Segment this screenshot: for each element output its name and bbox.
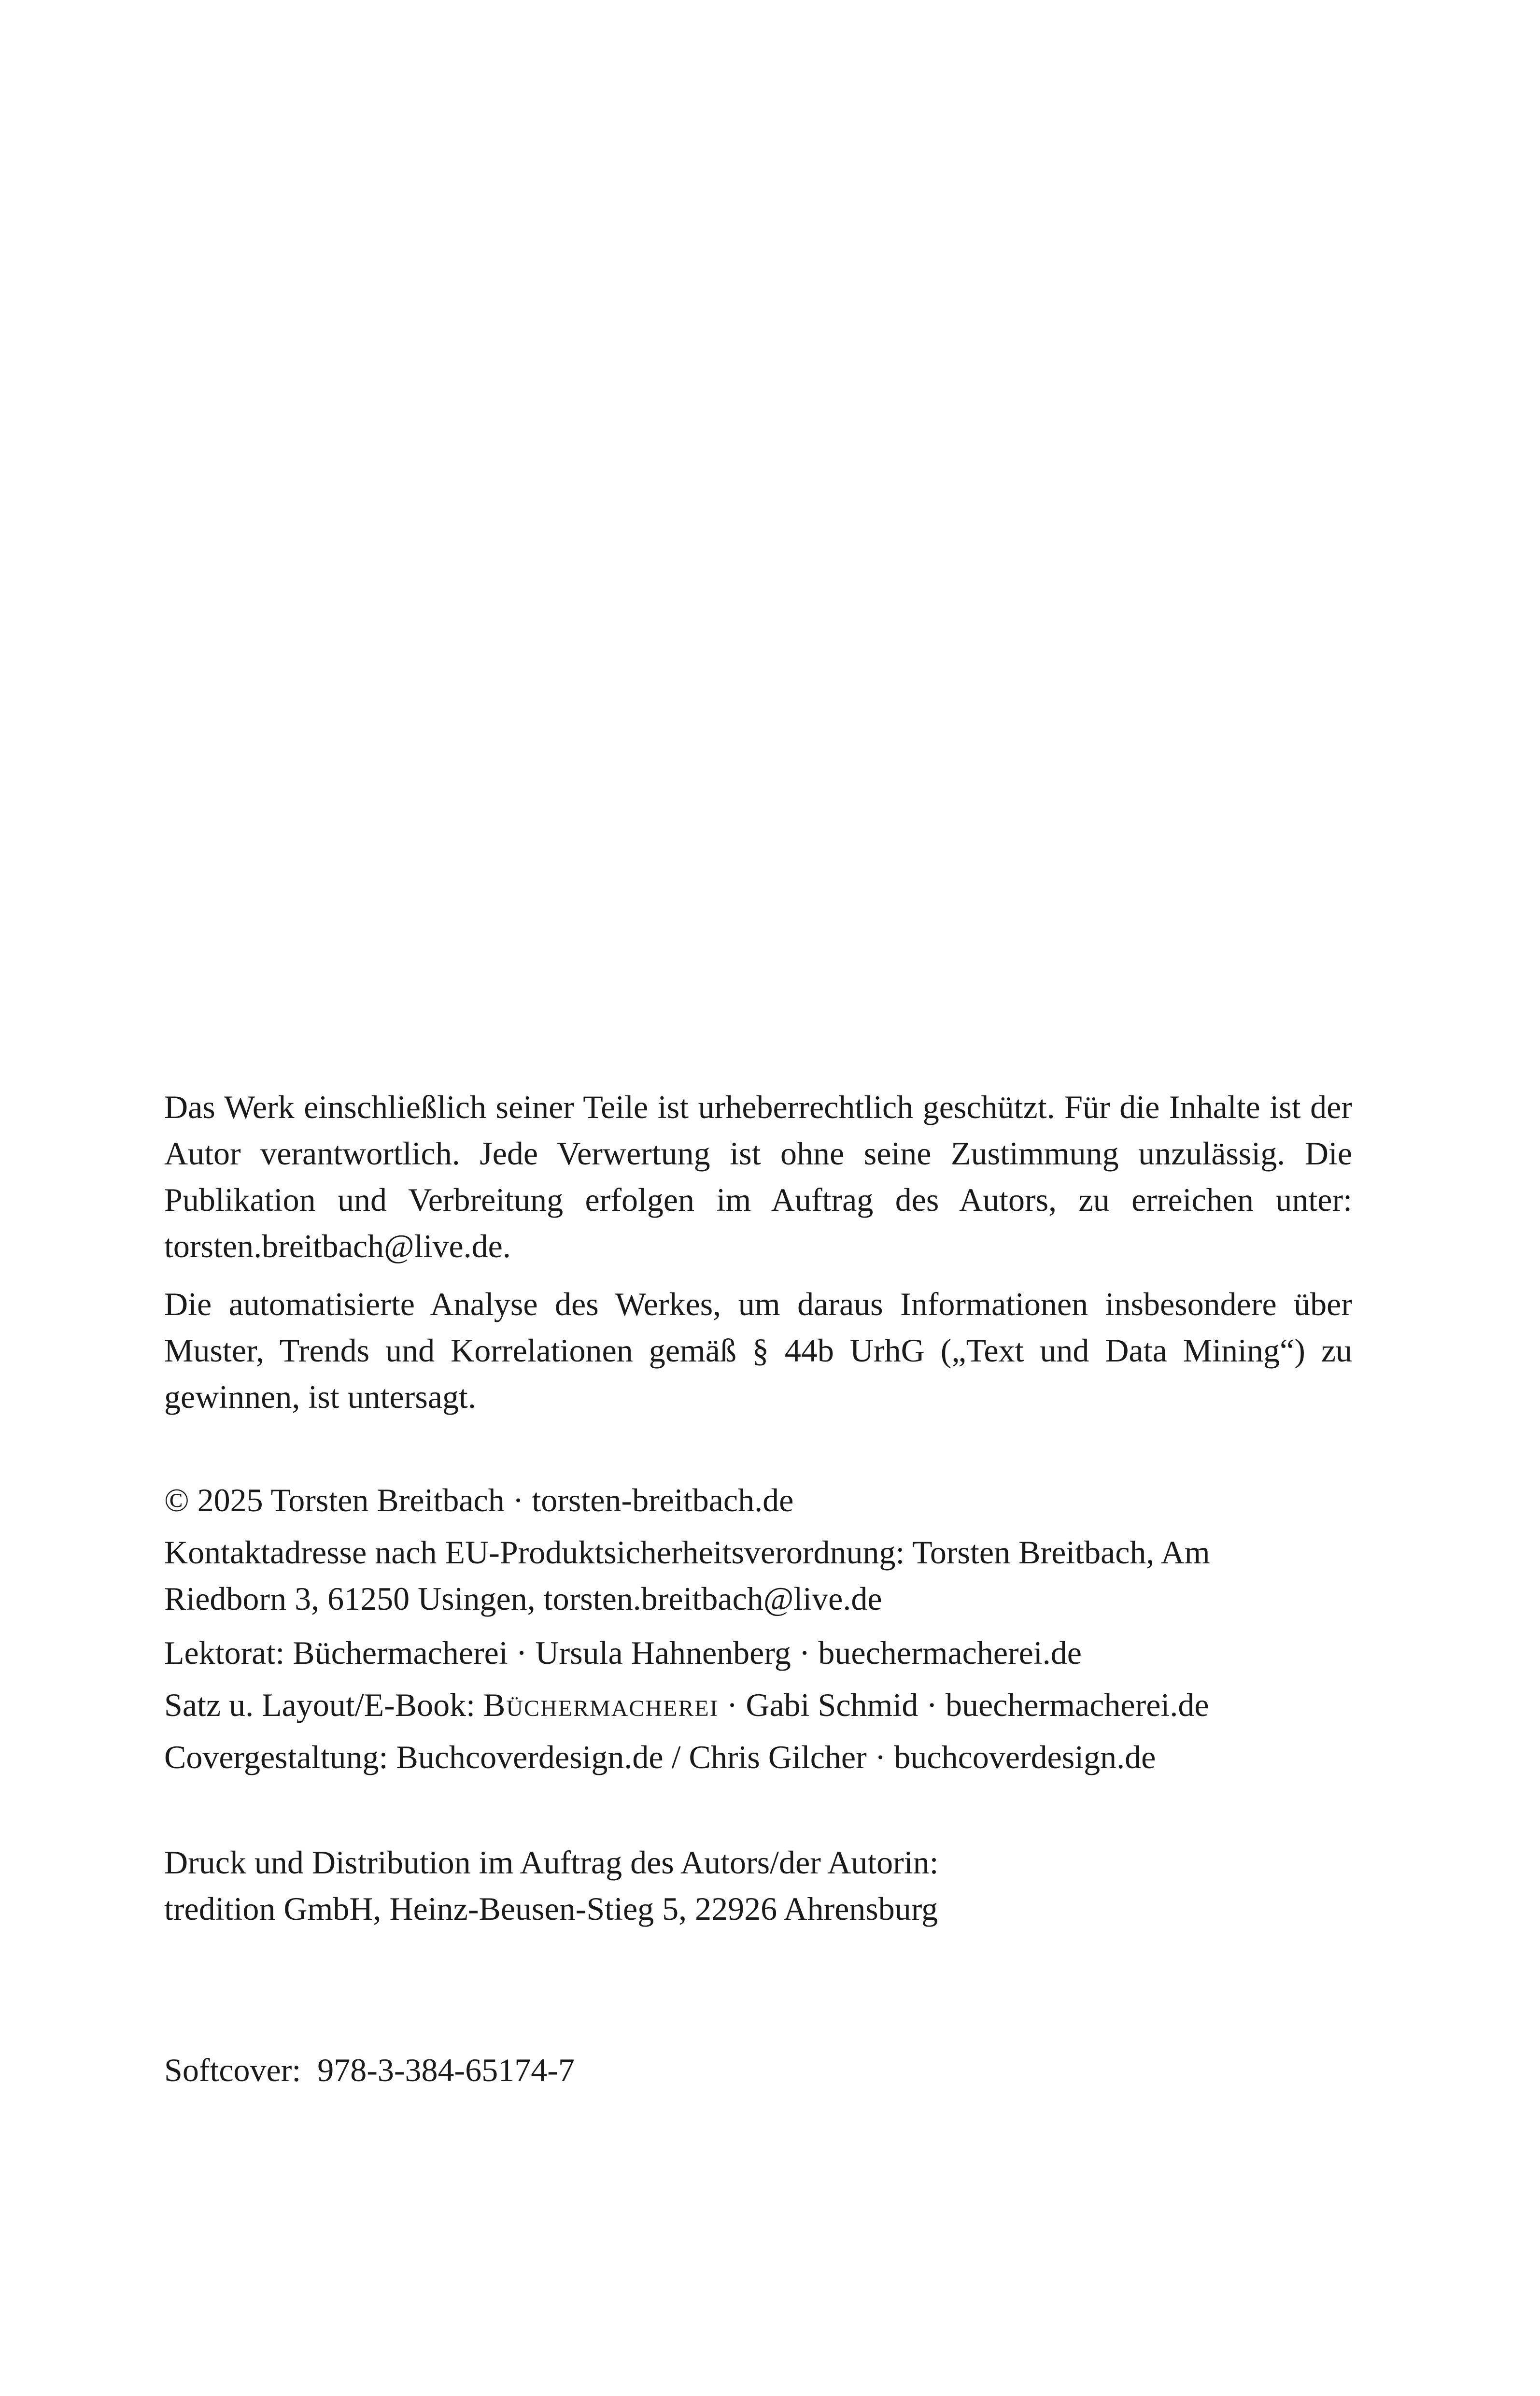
satz-suffix: · Gabi Schmid · buechermacherei.de <box>718 1687 1209 1723</box>
distribution-notice <box>164 1839 1352 1932</box>
distribution-line-2: tredition GmbH, Heinz-Beusen-Stieg 5, 22926 Ahrensburg <box>164 1890 938 1927</box>
copyright-line: © 2025 Torsten Breitbach · torsten-breitbach.de <box>164 1482 794 1518</box>
contact-address: Kontaktadresse nach EU-Produktsicherheitsverordnung: Torsten Breitbach, Am Riedborn 3, 61250 Usingen, torsten.breitbach@live.de <box>164 1534 1210 1617</box>
satz-company: Büchermacherei <box>483 1687 719 1723</box>
lektorat-credit: Lektorat: Büchermacherei · Ursula Hahnenberg · buechermacherei.de <box>164 1634 1082 1671</box>
isbn-line <box>164 2047 1352 2093</box>
copyright-notice-paragraph: Das Werk einschließlich seiner Teile ist urheberrechtlich geschützt. Für die Inhalte ist der Autor verantwortlich. Jede Verwertung ist ohne seine Zustimmung unzulässig. Die Publikation und Verbreitung erfolgen im Auftrag des Autors, zu erreichen unter: torsten.breitbach@live.de. <box>164 1089 1352 1264</box>
distribution-line-1: Druck und Distribution im Auftrag des Autors/der Autorin: <box>164 1844 939 1881</box>
cover-design-credit: Covergestaltung: Buchcoverdesign.de / Chris Gilcher · buchcoverdesign.de <box>164 1739 1156 1775</box>
satz-layout-credit <box>164 1682 1352 1728</box>
isbn-label: Softcover: <box>164 2052 301 2088</box>
satz-prefix: Satz u. Layout/E-Book: <box>164 1687 484 1723</box>
text-data-mining-notice-paragraph: Die automatisierte Analyse des Werkes, um daraus Informationen insbesondere über Muster, Trends und Korrelationen gemäß § 44b UrhG („Text und Data Mining“) zu gewinnen, ist untersagt. <box>164 1286 1352 1415</box>
isbn-value: 978-3-384-65174-7 <box>317 2052 575 2088</box>
